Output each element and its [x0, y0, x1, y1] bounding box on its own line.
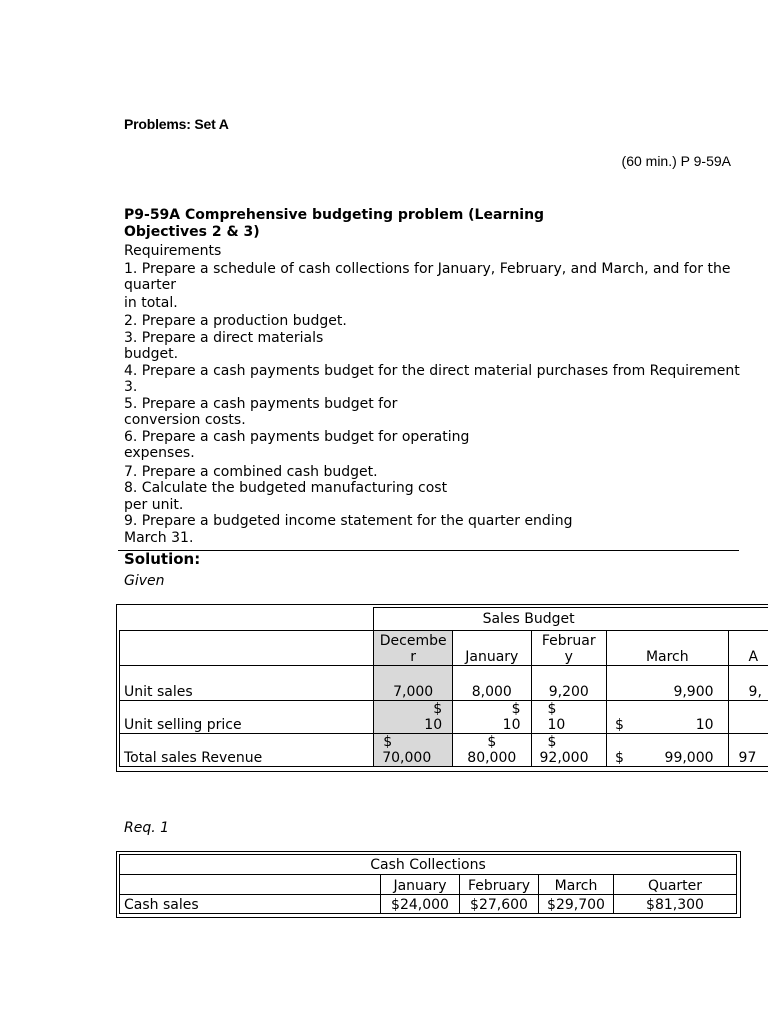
col-header-february: Februar y — [531, 631, 607, 666]
cell-value: $ 92,000 — [531, 734, 607, 767]
dollar-sign: $ — [615, 717, 624, 733]
row-label: Unit selling price — [120, 701, 374, 734]
requirement-line: budget. — [124, 346, 179, 362]
sales-budget-title: Sales Budget — [374, 608, 768, 631]
col-header-january: January — [453, 631, 531, 666]
cell-value: 8,000 — [453, 666, 531, 701]
col-header-january: January — [381, 875, 460, 895]
sales-budget-table — [119, 607, 768, 767]
cell-value: $ 10 — [374, 701, 453, 734]
table-row — [120, 701, 768, 734]
dollar-sign: $ — [487, 734, 497, 750]
cell-value: $ 70,000 — [374, 734, 453, 767]
table-row — [120, 666, 768, 701]
requirement-line: 2. Prepare a production budget. — [124, 313, 347, 329]
divider — [118, 550, 739, 551]
cell-value — [728, 701, 768, 734]
cell-value: 97 — [728, 734, 768, 767]
table-row — [120, 895, 737, 914]
col-header-march: March — [607, 631, 729, 666]
requirements-list — [124, 243, 740, 546]
col-header-quarter: Quarter — [614, 875, 737, 895]
requirement-line: 3. Prepare a direct materials — [124, 329, 324, 346]
req1-label: Req. 1 — [124, 820, 170, 836]
requirement-line: 4. Prepare a cash payments budget for the direct material purchases from Requirement — [124, 362, 740, 379]
dollar-sign: $ — [547, 701, 557, 717]
cell-value: $24,000 — [381, 895, 460, 914]
requirement-line: quarter — [124, 277, 176, 293]
problem-title — [124, 207, 544, 240]
requirement-line: 8. Calculate the budgeted manufacturing cost — [124, 480, 448, 496]
dollar-sign: $ — [615, 750, 624, 766]
problem-title-line: Objectives 2 & 3) — [124, 223, 260, 240]
cell-value: 9, — [728, 666, 768, 701]
cell-value: 7,000 — [374, 666, 453, 701]
requirement-line: 1. Prepare a schedule of cash collections for January, February, and March, and for the — [124, 260, 731, 277]
requirement-line: in total. — [124, 294, 178, 311]
time-reference: (60 min.) P 9-59A — [621, 153, 731, 169]
solution-heading: Solution: — [124, 550, 201, 568]
requirements-label: Requirements — [124, 243, 222, 259]
requirement-line: 3. — [124, 379, 138, 395]
dollar-sign: $ — [433, 701, 443, 717]
row-label: Total sales Revenue — [120, 734, 374, 767]
requirement-line: per unit. — [124, 496, 184, 513]
given-label: Given — [124, 573, 165, 589]
requirement-line: 9. Prepare a budgeted income statement for the quarter ending — [124, 513, 573, 529]
cell-value: $ 10 — [453, 701, 531, 734]
requirement-line: 6. Prepare a cash payments budget for operating — [124, 428, 470, 445]
cash-collections-title: Cash Collections — [120, 855, 737, 875]
row-label: Unit sales — [120, 666, 374, 701]
cell-value: 9,900 — [607, 666, 729, 701]
col-header-february: February — [460, 875, 539, 895]
dollar-sign: $ — [547, 734, 557, 750]
requirement-line: March 31. — [124, 529, 194, 546]
requirement-line: 7. Prepare a combined cash budget. — [124, 463, 378, 480]
requirement-line: conversion costs. — [124, 412, 246, 428]
cell-value: $ 10 — [531, 701, 607, 734]
cell-value: $29,700 — [539, 895, 614, 914]
cash-collections-table — [119, 854, 737, 914]
row-label: Cash sales — [120, 895, 381, 914]
col-header-december: Decembe r — [374, 631, 453, 666]
cell-value: $ 99,000 — [607, 734, 729, 767]
cell-value: $ 10 — [607, 701, 729, 734]
dollar-sign: $ — [511, 701, 521, 717]
problem-title-line: P9-59A Comprehensive budgeting problem (Learning — [124, 207, 545, 223]
cell-value: $27,600 — [460, 895, 539, 914]
dollar-sign: $ — [383, 734, 393, 750]
cell-value: $ 80,000 — [453, 734, 531, 767]
cell-value: 9,200 — [531, 666, 607, 701]
set-label: Problems: Set A — [124, 116, 229, 132]
cell-value: $81,300 — [614, 895, 737, 914]
requirement-line: expenses. — [124, 445, 195, 461]
col-header-april: A — [728, 631, 768, 666]
requirement-line: 5. Prepare a cash payments budget for — [124, 395, 398, 412]
table-row — [120, 734, 768, 767]
col-header-march: March — [539, 875, 614, 895]
